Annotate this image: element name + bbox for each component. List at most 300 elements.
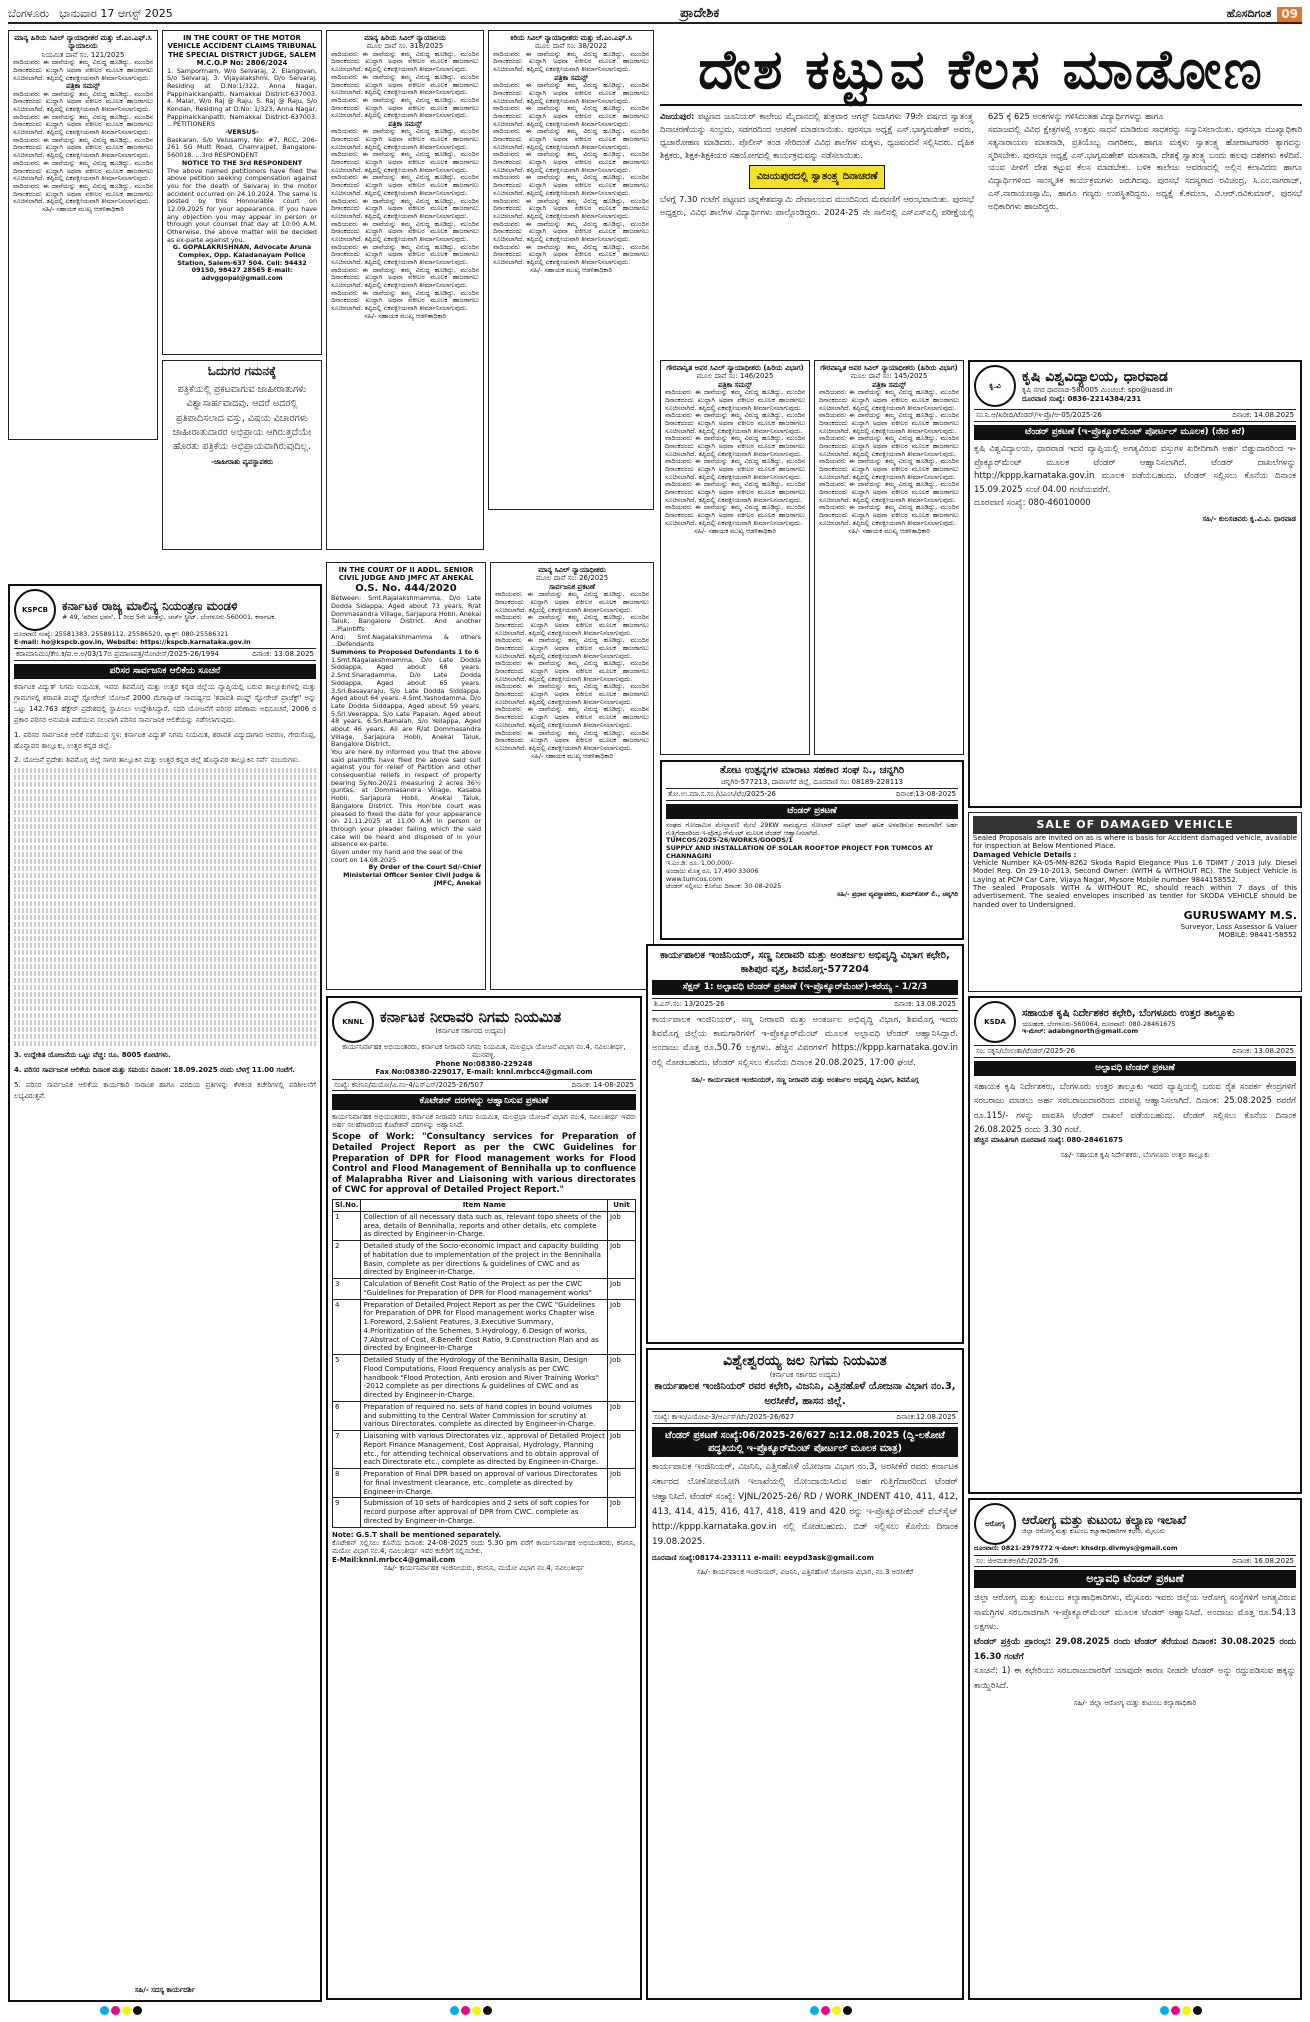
- knnl-cell-item: Submission of 10 sets of hardcopies and 2 sets of soft copies for record purpose after approval of DPR from CWC. complete as directed by Engineer-in-Charge.: [361, 1498, 608, 1527]
- city-label: ಬೆಂಗಳೂರು: [8, 7, 50, 21]
- knnl-table-row: [333, 1211, 636, 1240]
- knnl-table-row: [333, 1241, 636, 1279]
- notice-3-body-9: ವಾದಿಯವರು ಈ ದಾವೆಯನ್ನು ತಮ್ಮ ವಿರುದ್ಧ ಹೂಡಿದ್ದು, ಮುಂದಿನ ದಿನಾಂಕದಂದು ಖುದ್ದಾಗಿ ಅಥವಾ ವಕೀಲರ ಮೂಲಕ ಹಾಜರಾಗಲು ಸೂಚಿಸಲಾಗಿದೆ. ತಪ್ಪಿದಲ್ಲಿ ಏಕಪಕ್ಷೀಯವಾಗಿ ತೀರ್ಮಾನಿಸಲಾಗುವುದು.: [493, 242, 649, 267]
- notice-5-summons: ಪತ್ರಿಕಾ ಸಮನ್ಸ್: [872, 380, 906, 389]
- minor-irrigation-tender: [646, 944, 964, 1344]
- notice-4-body-5: ವಾದಿಯವರು ಈ ದಾವೆಯನ್ನು ತಮ್ಮ ವಿರುದ್ಧ ಹೂಡಿದ್ದು, ಮುಂದಿನ ದಿನಾಂಕದಂದು ಖುದ್ದಾಗಿ ಅಥವಾ ವಕೀಲರ ಮೂಲಕ ಹಾಜರಾಗಲು ಸೂಚಿಸಲಾಗಿದೆ. ತಪ್ಪಿದಲ್ಲಿ ಏಕಪಕ್ಷೀಯವಾಗಿ ತೀರ್ಮಾನಿಸಲಾಗುವುದು.: [665, 480, 805, 504]
- health-banner: ಅಲ್ಪಾವಧಿ ಟೆಂಡರ್ ಪ್ರಕಟಣೆ: [974, 1570, 1296, 1588]
- pollution-board-notice: [8, 584, 322, 2002]
- registration-marks-right: [810, 2006, 852, 2015]
- ksda-email: ಇ-ಮೇಲ್: adabngnorth@gmail.com: [1022, 1027, 1139, 1036]
- knnl-work-table: [332, 1199, 636, 1528]
- court-notice-1: [8, 30, 158, 440]
- knnl-cell-item: Preparation of required no. sets of hand copies in bound volumes and submitting to the Central Water Commission for scrutiny at various Directorates. complete as directed by Engineer-in-Charge.: [361, 1401, 608, 1430]
- knnl-table-row: [333, 1498, 636, 1527]
- tumcos-cost: ಅಂದಾಜು ಮೊತ್ತ ರೂ. 17,490 33006: [666, 867, 759, 876]
- tumcos-body: ಸಂಘದ ಗೋದಾಮಿನ ಮೇಲ್ಛಾವಣಿ ಮೇಲೆ 29KW ಸಾಮರ್ಥ್ಯದ ಸೋಲಾರ್ ರೂಫ್ ಟಾಪ್ ಘಟಕ ಅಳವಡಿಸುವ ಕಾಮಗಾರಿಗೆ ಅರ್ಹ ಗುತ್ತಿಗೆದಾರರಿಂದ ಇ-ಪ್ರೊಕ್ಯೂರ್‌ಮೆಂಟ್ ಮೂಲಕ ಟೆಂಡರ್ ಆಹ್ವಾನಿಸಲಾಗಿದೆ.: [666, 820, 958, 837]
- notice-3-body-2: ವಾದಿಯವರು ಈ ದಾವೆಯನ್ನು ತಮ್ಮ ವಿರುದ್ಧ ಹೂಡಿದ್ದು, ಮುಂದಿನ ದಿನಾಂಕದಂದು ಖುದ್ದಾಗಿ ಅಥವಾ ವಕೀಲರ ಮೂಲಕ ಹಾಜರಾಗಲು ಸೂಚಿಸಲಾಗಿದೆ. ತಪ್ಪಿದಲ್ಲಿ ಏಕಪಕ್ಷೀಯವಾಗಿ ತೀರ್ಮಾನಿಸಲಾಗುವುದು.: [493, 81, 649, 105]
- knnl-banner: ಕೊಟೇಶನ್ ದರಗಳನ್ನು ಆಹ್ವಾನಿಸುವ ಪ್ರಕಟಣೆ: [332, 1094, 636, 1109]
- survey-number-line: [14, 796, 316, 801]
- notice-1-case: ನಿಯಮಿತ ದಾವೆ ಸಂ. 121/2025: [41, 50, 125, 59]
- kspcb-sign: ಸಹಿ/- ಸದಸ್ಯ ಕಾರ್ಯದರ್ಶಿ: [134, 1985, 196, 1994]
- notice-3-body-5: ವಾದಿಯವರು ಈ ದಾವೆಯನ್ನು ತಮ್ಮ ವಿರುದ್ಧ ಹೂಡಿದ್ದು, ಮುಂದಿನ ದಿನಾಂಕದಂದು ಖುದ್ದಾಗಿ ಅಥವಾ ವಕೀಲರ ಮೂಲಕ ಹಾಜರಾಗಲು ಸೂಚಿಸಲಾಗಿದೆ. ತಪ್ಪಿದಲ್ಲಿ ಏಕಪಕ್ಷೀಯವಾಗಿ ತೀರ್ಮಾನಿಸಲಾಗುವುದು.: [493, 150, 649, 174]
- knnl-cell-item: Collection of all necessary data such as, relevant topo sheets of the area, details of Bennihalla, reports and other details, etc complete as directed by Engineer-in-Charge.: [361, 1211, 608, 1240]
- knnl-cell-unit: Job: [608, 1211, 636, 1240]
- agri-university-tender: [968, 360, 1302, 808]
- survey-number-line: [14, 992, 316, 997]
- health-office: ಜಿಲ್ಲಾ ಆರೋಗ್ಯ ಮತ್ತು ಕುಟುಂಬ ಕಲ್ಯಾಣಾಧಿಕಾರಿಗಳ ಕಛೇರಿ, ಮೈಸೂರು: [1022, 1526, 1165, 1535]
- survey-number-line: [14, 817, 316, 822]
- notice-3-summons: ಪತ್ರಿಕಾ ಸಮನ್ಸ್: [554, 73, 588, 82]
- ksda-tender: [968, 996, 1302, 1494]
- survey-number-line: [14, 908, 316, 913]
- notice-4-body-4: ವಾದಿಯವರು ಈ ದಾವೆಯನ್ನು ತಮ್ಮ ವಿರುದ್ಧ ಹೂಡಿದ್ದು, ಮುಂದಿನ ದಿನಾಂಕದಂದು ಖುದ್ದಾಗಿ ಅಥವಾ ವಕೀಲರ ಮೂಲಕ ಹಾಜರಾಗಲು ಸೂಚಿಸಲಾಗಿದೆ. ತಪ್ಪಿದಲ್ಲಿ ಏಕಪಕ್ಷೀಯವಾಗಿ ತೀರ್ಮಾನಿಸಲಾಗುವುದು.: [665, 457, 805, 481]
- notice-4-body-3: ವಾದಿಯವರು ಈ ದಾವೆಯನ್ನು ತಮ್ಮ ವಿರುದ್ಧ ಹೂಡಿದ್ದು, ಮುಂದಿನ ದಿನಾಂಕದಂದು ಖುದ್ದಾಗಿ ಅಥವಾ ವಕೀಲರ ಮೂಲಕ ಹಾಜರಾಗಲು ಸೂಚಿಸಲಾಗಿದೆ. ತಪ್ಪಿದಲ್ಲಿ ಏಕಪಕ್ಷೀಯವಾಗಿ ತೀರ್ಮಾನಿಸಲಾಗುವುದು.: [665, 434, 805, 458]
- knnl-cell-slno: 7: [333, 1431, 361, 1469]
- motor-accident-notice: [162, 30, 322, 355]
- ksda-sign: ಸಹಿ/- ಸಹಾಯಕ ಕೃಷಿ ನಿರ್ದೇಶಕರು, ಬೆಂಗಳೂರು ಉತ್ತರ ತಾಲ್ಲೂಕು: [1060, 1150, 1210, 1159]
- notice-1-body: ವಾದಿಯವರು ಈ ದಾವೆಯನ್ನು ತಮ್ಮ ವಿರುದ್ಧ ಹೂಡಿದ್ದು, ಮುಂದಿನ ದಿನಾಂಕದಂದು ಖುದ್ದಾಗಿ ಅಥವಾ ವಕೀಲರ ಮೂಲಕ ಹಾಜರಾಗಲು ಸೂಚಿಸಲಾಗಿದೆ. ತಪ್ಪಿದಲ್ಲಿ ಏಕಪಕ್ಷೀಯವಾಗಿ ತೀರ್ಮಾನಿಸಲಾಗುವುದು.: [13, 58, 153, 82]
- notice-6-body-4: ವಾದಿಯವರು ಈ ದಾವೆಯನ್ನು ತಮ್ಮ ವಿರುದ್ಧ ಹೂಡಿದ್ದು, ಮುಂದಿನ ದಿನಾಂಕದಂದು ಖುದ್ದಾಗಿ ಅಥವಾ ವಕೀಲರ ಮೂಲಕ ಹಾಜರಾಗಲು ಸೂಚಿಸಲಾಗಿದೆ. ತಪ್ಪಿದಲ್ಲಿ ಏಕಪಕ್ಷೀಯವಾಗಿ ತೀರ್ಮಾನಿಸಲಾಗುವುದು.: [495, 659, 649, 683]
- knnl-cell-slno: 6: [333, 1401, 361, 1430]
- notice-2-body-3: ವಾದಿಯವರು ಈ ದಾವೆಯನ್ನು ತಮ್ಮ ವಿರುದ್ಧ ಹೂಡಿದ್ದು, ಮುಂದಿನ ದಿನಾಂಕದಂದು ಖುದ್ದಾಗಿ ಅಥವಾ ವಕೀಲರ ಮೂಲಕ ಹಾಜರಾಗಲು ಸೂಚಿಸಲಾಗಿದೆ. ತಪ್ಪಿದಲ್ಲಿ ಏಕಪಕ್ಷೀಯವಾಗಿ ತೀರ್ಮಾನಿಸಲಾಗುವುದು.: [331, 95, 479, 120]
- sale-mobile: MOBILE: 98441-58552: [1218, 931, 1297, 940]
- knnl-table-row: [333, 1469, 636, 1498]
- survey-number-line: [14, 971, 316, 976]
- kspcb-item-3: 3. ಉದ್ದೇಶಿತ ಯೋಜನೆಯ ಒಟ್ಟು ವೆಚ್ಚ: ರೂ. 8005 ಕೋಟಿಗಳು.: [14, 1051, 171, 1060]
- survey-number-line: [14, 964, 316, 969]
- health-note: ಸೂಚನೆ: 1) ಈ ಕಛೇರಿಯು ಸರಬರಾಜುದಾರರಿಗೆ ಯಾವುದೇ ಕಾರಣ ನೀಡದೇ ಟೆಂಡರ್ ಅನ್ನು ರದ್ದುಪಡಿಸುವ ಹಕ್ಕನ್ನು ಕಾಯ್ದಿರಿಸಿದೆ.: [974, 1666, 1296, 1691]
- main-headline: ದೇಶ ಕಟ್ಟುವ ಕೆಲಸ ಮಾಡೋಣ: [660, 36, 1302, 106]
- motor-notice-title: NOTICE TO THE 3rd RESPONDENT: [181, 158, 303, 167]
- masthead: [8, 6, 1302, 24]
- notice-3-body-3: ವಾದಿಯವರು ಈ ದಾವೆಯನ್ನು ತಮ್ಮ ವಿರುದ್ಧ ಹೂಡಿದ್ದು, ಮುಂದಿನ ದಿನಾಂಕದಂದು ಖುದ್ದಾಗಿ ಅಥವಾ ವಕೀಲರ ಮೂಲಕ ಹಾಜರಾಗಲು ಸೂಚಿಸಲಾಗಿದೆ. ತಪ್ಪಿದಲ್ಲಿ ಏಕಪಕ್ಷೀಯವಾಗಿ ತೀರ್ಮಾನಿಸಲಾಗುವುದು.: [493, 104, 649, 128]
- knnl-cell-slno: 4: [333, 1299, 361, 1355]
- vjnl-contact: ದೂರವಾಣಿ ಸಂಖ್ಯೆ:08174-233111 e-mail: eeypd3ask@gmail.com: [652, 1553, 874, 1562]
- knnl-cell-unit: Job: [608, 1241, 636, 1279]
- notice-1-summons: ಪತ್ರಿಕಾ ಸಮನ್ಸ್: [66, 82, 100, 91]
- ksda-contact: ಹೆಚ್ಚಿನ ಮಾಹಿತಿಗಾಗಿ ದೂರವಾಣಿ ಸಂಖ್ಯೆ: 080-28461675: [974, 1136, 1123, 1145]
- knnl-cell-unit: Job: [608, 1401, 636, 1430]
- tumcos-sign: ಸಹಿ/- ಪ್ರಧಾನ ವ್ಯವಸ್ಥಾಪಕರು, ತುಮ್‌ಕೋಸ್ ಲಿ., ಚನ್ನಗಿರಿ: [836, 890, 958, 899]
- knnl-cell-unit: Job: [608, 1279, 636, 1300]
- notice-5-body-2: ವಾದಿಯವರು ಈ ದಾವೆಯನ್ನು ತಮ್ಮ ವಿರುದ್ಧ ಹೂಡಿದ್ದು, ಮುಂದಿನ ದಿನಾಂಕದಂದು ಖುದ್ದಾಗಿ ಅಥವಾ ವಕೀಲರ ಮೂಲಕ ಹಾಜರಾಗಲು ಸೂಚಿಸಲಾಗಿದೆ. ತಪ್ಪಿದಲ್ಲಿ ಏಕಪಕ್ಷೀಯವಾಗಿ ತೀರ್ಮಾನಿಸಲಾಗುವುದು.: [819, 411, 959, 435]
- survey-number-line: [14, 957, 316, 962]
- knnl-cell-unit: Job: [608, 1299, 636, 1355]
- survey-number-line: [14, 824, 316, 829]
- court-notice-4: [660, 360, 810, 755]
- knnl-table-row: [333, 1299, 636, 1355]
- mi-sign: ಸಹಿ/- ಕಾರ್ಯಪಾಲಕ ಇಂಜಿನಿಯರ್, ಸಣ್ಣ ನೀರಾವರಿ ಮತ್ತು ಅಂತರ್ಜಲ ಅಭಿವೃದ್ಧಿ ವಿಭಾಗ, ಶಿವಮೊಗ್ಗ: [691, 1075, 919, 1084]
- knnl-col-slno: Sl.No.: [333, 1200, 361, 1212]
- lead-dateline: ವಿಜಯಪುರ:: [660, 111, 695, 121]
- ksda-logo-icon: KSDA: [974, 1001, 1016, 1043]
- health-body: ಜಿಲ್ಲಾ ಆರೋಗ್ಯ ಮತ್ತು ಕುಟುಂಬ ಕಲ್ಯಾಣಾಧಿಕಾರಿಗಳು, ಮೈಸೂರು ಇವರು ಜಿಲ್ಲೆಯ ಆರೋಗ್ಯ ಸಂಸ್ಥೆಗಳಿಗೆ ಅಗತ್ಯವಿರುವ ಸಾಮಗ್ರಿಗಳ ಸರಬರಾಜಿಗಾಗಿ ಇ-ಪ್ರೊಕ್ಯೂರ್‌ಮೆಂಟ್ ಮೂಲಕ ಟೆಂಡರ್ ಆಹ್ವಾನಿಸಿದೆ. ಅಂದಾಜು ಮೊತ್ತ ರೂ.54.13 ಲಕ್ಷಗಳು.: [974, 1593, 1296, 1633]
- sale-body: Sealed Proposals are invited on as is where is basis for Accident damaged vehicle, available for inspection at Below Mentioned Place.: [973, 833, 1297, 851]
- agri-title: ಕೃಷಿ ವಿಶ್ವವಿದ್ಯಾಲಯ, ಧಾರವಾಡ: [1022, 368, 1168, 385]
- notice-6-case: ಮೂಲ ದಾವೆ ಸಂ: 26/2025: [535, 574, 609, 583]
- knnl-cell-slno: 8: [333, 1469, 361, 1498]
- notice-3-body-4: ವಾದಿಯವರು ಈ ದಾವೆಯನ್ನು ತಮ್ಮ ವಿರುದ್ಧ ಹೂಡಿದ್ದು, ಮುಂದಿನ ದಿನಾಂಕದಂದು ಖುದ್ದಾಗಿ ಅಥವಾ ವಕೀಲರ ಮೂಲಕ ಹಾಜರಾಗಲು ಸೂಚಿಸಲಾಗಿದೆ. ತಪ್ಪಿದಲ್ಲಿ ಏಕಪಕ್ಷೀಯವಾಗಿ ತೀರ್ಮಾನಿಸಲಾಗುವುದು.: [493, 127, 649, 151]
- survey-number-line: [14, 880, 316, 885]
- tumcos-emd: ಇ.ಎಂ.ಡಿ: ರೂ. 1,00,000/-: [666, 859, 734, 868]
- notice-3-body-7: ವಾದಿಯವರು ಈ ದಾವೆಯನ್ನು ತಮ್ಮ ವಿರುದ್ಧ ಹೂಡಿದ್ದು, ಮುಂದಿನ ದಿನಾಂಕದಂದು ಖುದ್ದಾಗಿ ಅಥವಾ ವಕೀಲರ ಮೂಲಕ ಹಾಜರಾಗಲು ಸೂಚಿಸಲಾಗಿದೆ. ತಪ್ಪಿದಲ್ಲಿ ಏಕಪಕ್ಷೀಯವಾಗಿ ತೀರ್ಮಾನಿಸಲಾಗುವುದು.: [493, 196, 649, 220]
- notice-1-body-5: ವಾದಿಯವರು ಈ ದಾವೆಯನ್ನು ತಮ್ಮ ವಿರುದ್ಧ ಹೂಡಿದ್ದು, ಮುಂದಿನ ದಿನಾಂಕದಂದು ಖುದ್ದಾಗಿ ಅಥವಾ ವಕೀಲರ ಮೂಲಕ ಹಾಜರಾಗಲು ಸೂಚಿಸಲಾಗಿದೆ. ತಪ್ಪಿದಲ್ಲಿ ಏಕಪಕ್ಷೀಯವಾಗಿ ತೀರ್ಮಾನಿಸಲಾಗುವುದು.: [13, 158, 153, 183]
- lead-para-1: ಪಟ್ಟಣದ ಜೂನಿಯರ್ ಕಾಲೇಜು ಮೈದಾನದಲ್ಲಿ ಶುಕ್ರವಾರ ಆಗಸ್ಟ್ ನಿವಾಸಿಗಳು 79ನೇ ವರ್ಷದ ಸ್ವಾತಂತ್ರ್ಯ ದಿನಾಚರಣೆಯನ್ನು ಸಂಭ್ರಮ, ಸಡಗರದಿಂದ ಆಚರಣೆ ಮಾಡಲಾಯಿತು. ಪುರಸಭಾ ಅಧ್ಯಕ್ಷೆ ಎಸ್.ಭಾಗ್ಯಮಹೇಶ್ ಅವರು, ಧ್ವಜಾರೋಹಣ ಮಾಡಿದರು. ಪೊಲೀಸ್ ತಂಡ ಸೇರಿದಂತೆ ವಿವಿಧ ಶಾಲೆಗಳ ಮಕ್ಕಳು, ಧ್ವಜವಂದನೆ ಸಲ್ಲಿಸಿದರು. ದೈಹಿಕ ಶಿಕ್ಷಕರು, ಶಿಕ್ಷಕ-ಶಿಕ್ಷಕಿಯರ ಸಹಯೋಗದಲ್ಲಿ ಕಾರ್ಯಕ್ರಮವನ್ನು ನಡೆಸಲಾಯಿತು.: [660, 111, 975, 160]
- readers-note-title: ಓದುಗರ ಗಮನಕ್ಕೆ: [207, 364, 277, 378]
- notice-4-body: ವಾದಿಯವರು ಈ ದಾವೆಯನ್ನು ತಮ್ಮ ವಿರುದ್ಧ ಹೂಡಿದ್ದು, ಮುಂದಿನ ದಿನಾಂಕದಂದು ಖುದ್ದಾಗಿ ಅಥವಾ ವಕೀಲರ ಮೂಲಕ ಹಾಜರಾಗಲು ಸೂಚಿಸಲಾಗಿದೆ. ತಪ್ಪಿದಲ್ಲಿ ಏಕಪಕ್ಷೀಯವಾಗಿ ತೀರ್ಮಾನಿಸಲಾಗುವುದು.: [665, 388, 805, 412]
- health-ref: ಸಂ: ಜಿಆಮಕುಕಅ/ಟೆಂ/2025-26: [976, 1556, 1059, 1565]
- sale-name: GURUSWAMY M.S.: [1183, 909, 1297, 923]
- sale-role: Surveyor, Loss Assessor & Valuer: [1180, 923, 1297, 932]
- knnl-quotation-notice: [326, 996, 642, 2000]
- health-phone: ದೂರವಾಣಿ: 0821-2979772 ಇ-ಮೇಲ್: khsdrp.divmys@gmail.com: [974, 1544, 1178, 1552]
- agri-ref: ಸಂ.ನಿ.ಆ/ಖರೀದಿ/ಟೆಂಡರ್/ಇ-ಪ್ರೊ/ಆ-05/2025-26: [976, 411, 1102, 419]
- notice-2-body-11: ವಾದಿಯವರು ಈ ದಾವೆಯನ್ನು ತಮ್ಮ ವಿರುದ್ಧ ಹೂಡಿದ್ದು, ಮುಂದಿನ ದಿನಾಂಕದಂದು ಖುದ್ದಾಗಿ ಅಥವಾ ವಕೀಲರ ಮೂಲಕ ಹಾಜರಾಗಲು ಸೂಚಿಸಲಾಗಿದೆ. ತಪ್ಪಿದಲ್ಲಿ ಏಕಪಕ್ಷೀಯವಾಗಿ ತೀರ್ಮಾನಿಸಲಾಗುವುದು.: [331, 288, 479, 313]
- anekal-and: And: Smt.Nagalakshmamma & others ...Defendants: [331, 632, 481, 649]
- survey-number-line: [14, 950, 316, 955]
- vjnl-subtitle: (ಕರ್ನಾಟಕ ಸರ್ಕಾರದ ಉದ್ಯಮ): [769, 1370, 841, 1379]
- knnl-scope: Scope of Work: "Consultancy services for Preparation of Detailed Project Report as per the CWC Guidelines for Preparation of DPR for Flood management works for Flood Control and Flood Management of Bennihalla up to confluence of Malaprabha River and Liaisoning with various directorates of CWC for approval of Detailed Project Report.": [332, 1132, 636, 1196]
- survey-number-line: [14, 1013, 316, 1018]
- tumcos-banner: ಟೆಂಡರ್ ಪ್ರಕಟಣೆ: [666, 804, 958, 819]
- anekal-body: You are here by informed you that the above said plaintiffs have filed the above said suit against you for relief of Partition and other consequential reliefs in respect of property bearing Sy.No.20/21 measuring 2 acres 36½ guntas, at Dommasandra Village, Kasaba Hobli, Sarjapura Hobli, Anekal Taluk, Bangalore District. This Hon'ble court was pleased to fixed the date for your appearance on 21.11.2025 at 11.00 A.M in person or through your pleader failing which the said case will be heard and disposed of in your absence ex-parte.: [331, 748, 481, 849]
- health-title: ಆರೋಗ್ಯ ಮತ್ತು ಕುಟುಂಬ ಕಲ್ಯಾಣ ಇಲಾಖೆ: [1022, 1512, 1187, 1527]
- anekal-court-notice: [326, 562, 486, 990]
- court-notice-6: [490, 562, 654, 990]
- survey-number-line: [14, 810, 316, 815]
- knnl-ref: ಸಂಖ್ಯೆ: ಕನೀನಿನಿ/ಮಯೋ/ವಿ.ನಂ-4/ಎಸ್ಎಸ್/2025-26/507: [334, 1080, 484, 1089]
- knnl-cell-unit: Job: [608, 1431, 636, 1469]
- health-dept-tender: [968, 1498, 1302, 2000]
- notice-2-body-4: ವಾದಿಯವರು ಈ ದಾವೆಯನ್ನು ತಮ್ಮ ವಿರುದ್ಧ ಹೂಡಿದ್ದು, ಮುಂದಿನ ದಿನಾಂಕದಂದು ಖುದ್ದಾಗಿ ಅಥವಾ ವಕೀಲರ ಮೂಲಕ ಹಾಜರಾಗಲು ಸೂಚಿಸಲಾಗಿದೆ. ತಪ್ಪಿದಲ್ಲಿ ಏಕಪಕ್ಷೀಯವಾಗಿ ತೀರ್ಮಾನಿಸಲಾಗುವುದು.: [331, 127, 479, 151]
- notice-2-body-2: ವಾದಿಯವರು ಈ ದಾವೆಯನ್ನು ತಮ್ಮ ವಿರುದ್ಧ ಹೂಡಿದ್ದು, ಮುಂದಿನ ದಿನಾಂಕದಂದು ಖುದ್ದಾಗಿ ಅಥವಾ ವಕೀಲರ ಮೂಲಕ ಹಾಜರಾಗಲು ಸೂಚಿಸಲಾಗಿದೆ. ತಪ್ಪಿದಲ್ಲಿ ಏಕಪಕ್ಷೀಯವಾಗಿ ತೀರ್ಮಾನಿಸಲಾಗುವುದು.: [331, 72, 479, 97]
- health-date: ದಿನಾಂಕ: 16.08.2025: [1232, 1556, 1294, 1565]
- ksda-address: ಯಲಹಂಕ, ಬೆಂಗಳೂರು-560064, ದೂರವಾಣಿ: 080-28461675: [1022, 1019, 1176, 1028]
- knnl-last-date: ಕೊಟೇಶನ್ ಸಲ್ಲಿಸಲು ಕೊನೆಯ ದಿನಾಂಕ: 24-08-2025 ರಂದು 5.30 pm ವರೆಗೆ ಕಾರ್ಯನಿರ್ವಾಹಕ ಅಭಿಯಂತರರು, ಕನೀನಿನಿ, ಮಯೋ ವಿಭಾಗ ನಂ.4, ನವಿಲುತೀರ್ಥ ಇವರ ಕಚೇರಿಗೆ ಸಲ್ಲಿಸಬೇಕು.: [332, 1538, 636, 1556]
- notice-2-body: ವಾದಿಯವರು ಈ ದಾವೆಯನ್ನು ತಮ್ಮ ವಿರುದ್ಧ ಹೂಡಿದ್ದು, ಮುಂದಿನ ದಿನಾಂಕದಂದು ಖುದ್ದಾಗಿ ಅಥವಾ ವಕೀಲರ ಮೂಲಕ ಹಾಜರಾಗಲು ಸೂಚಿಸಲಾಗಿದೆ. ತಪ್ಪಿದಲ್ಲಿ ಏಕಪಕ್ಷೀಯವಾಗಿ ತೀರ್ಮಾನಿಸಲಾಗುವುದು.: [331, 49, 479, 74]
- sale-details-title: Damaged Vehicle Details :: [973, 850, 1077, 859]
- notice-2-case: ಮೂಲ ದಾವೆ ಸಂ. 318/2025: [366, 42, 444, 51]
- kspcb-date: ದಿನಾಂಕ: 13.08.2025: [252, 650, 314, 659]
- sale-details: Vehicle Number KA-05-MN-8262 Skoda Rapid Elegance Plus 1.6 TDIMT / 2013 July. Diesel Model Reg. On 29-10-2013, Second Owner: (WITH & WITHOUT RC). The Subject Vehicle is Laying at PCM Car Care, Vijaya Nagar, Mysore Mobile number 9844158552.: [973, 858, 1297, 884]
- knnl-office: ಕಾರ್ಯನಿರ್ವಾಹಕ ಅಭಿಯಂತರರು, ಕರ್ನಾಟಕ ನೀರಾವರಿ ನಿಗಮ ನಿಯಮಿತ, ಮಲಪ್ರಭಾ ಯೋಜನೆ ವಿಭಾಗ ನಂ.4, ನವಿಲುತೀರ್ಥ, ಮುನವಳ್ಳಿ.: [342, 1043, 626, 1060]
- knnl-table-row: [333, 1279, 636, 1300]
- survey-number-line: [14, 901, 316, 906]
- mi-ref: ಶಿ.ಎಸ್.ಸಂ: 13/2025-26: [654, 1000, 725, 1009]
- knnl-col-unit: Unit: [608, 1200, 636, 1212]
- knnl-cell-slno: 3: [333, 1279, 361, 1300]
- knnl-table-row: [333, 1355, 636, 1402]
- tumcos-site: www.tumcos.com: [666, 874, 723, 883]
- knnl-cell-slno: 9: [333, 1498, 361, 1527]
- court-notice-5: [814, 360, 964, 755]
- notice-1-body-2: ವಾದಿಯವರು ಈ ದಾವೆಯನ್ನು ತಮ್ಮ ವಿರುದ್ಧ ಹೂಡಿದ್ದು, ಮುಂದಿನ ದಿನಾಂಕದಂದು ಖುದ್ದಾಗಿ ಅಥವಾ ವಕೀಲರ ಮೂಲಕ ಹಾಜರಾಗಲು ಸೂಚಿಸಲಾಗಿದೆ. ತಪ್ಪಿದಲ್ಲಿ ಏಕಪಕ್ಷೀಯವಾಗಿ ತೀರ್ಮಾನಿಸಲಾಗುವುದು.: [13, 89, 153, 113]
- date-label: ಭಾನುವಾರ 17 ಆಗಸ್ಟ್ 2025: [59, 7, 173, 21]
- notice-4-summons: ಪತ್ರಿಕಾ ಸಮನ್ಸ್: [718, 380, 752, 389]
- survey-number-line: [14, 859, 316, 864]
- lead-story: [660, 110, 1302, 350]
- notice-5-body: ವಾದಿಯವರು ಈ ದಾವೆಯನ್ನು ತಮ್ಮ ವಿರುದ್ಧ ಹೂಡಿದ್ದು, ಮುಂದಿನ ದಿನಾಂಕದಂದು ಖುದ್ದಾಗಿ ಅಥವಾ ವಕೀಲರ ಮೂಲಕ ಹಾಜರಾಗಲು ಸೂಚಿಸಲಾಗಿದೆ. ತಪ್ಪಿದಲ್ಲಿ ಏಕಪಕ್ಷೀಯವಾಗಿ ತೀರ್ಮಾನಿಸಲಾಗುವುದು.: [819, 388, 959, 412]
- knnl-fax: Fax No:08380-229017, E-mail: knnl.mrbcc4@gmail.com: [375, 1068, 593, 1077]
- survey-number-line: [14, 922, 316, 927]
- vjnl-banner: ಟೆಂಡರ್ ಪ್ರಕಟಣೆ ಸಂಖ್ಯೆ:06/2025-26/627 ದಿ:12.08.2025 (ದ್ವಿ-ಲಕೋಟೆ ಪದ್ಧತಿಯಲ್ಲಿ ಇ-ಪ್ರೊಕ್ಯೂರ್‌ಮೆಂಟ್ ಪೋರ್ಟಲ್ ಮೂಲಕ ಮಾತ್ರ): [652, 1427, 958, 1458]
- notice-6-sign: ಸಹಿ/- ಸಹಾಯಕ ಮುಖ್ಯ ಆಡಳಿತಾಧಿಕಾರಿ: [531, 751, 613, 760]
- knnl-logo-icon: KNNL: [332, 1001, 374, 1043]
- knnl-sign: ಸಹಿ/- ಕಾರ್ಯನಿರ್ವಾಹಕ ಇಂಜಿನೀಯರು, ಕನೀನಿನಿ, ಮಯೋ ವಿಭಾಗ ನಂ.4, ನವಿಲುತೀರ್ಥ: [383, 1564, 585, 1573]
- survey-number-line: [14, 873, 316, 878]
- vjnl-date: ದಿನಾಂಕ:12.08.2025: [896, 1412, 956, 1421]
- health-logo-icon: ಆರೋಗ್ಯ: [974, 1503, 1016, 1545]
- tumcos-tender-no: TUMCOS/2025-26/WORKS/GOODS/1: [666, 836, 793, 845]
- health-dates: ಟೆಂಡರ್ ಪ್ರಕ್ರಿಯೆ ಪ್ರಾರಂಭ: 29.08.2025 ರಂದು ಟೆಂಡರ್ ತೆರೆಯುವ ದಿನಾಂಕ: 30.08.2025 ರಂದು 16.30 ಗಂಟೆಗೆ: [974, 1637, 1296, 1662]
- kspcb-phone: ದೂರವಾಣಿ ಸಂಖ್ಯೆ: 25581383, 25589112, 25586520, ಫ್ಯಾಕ್ಸ್: 080-25586321: [14, 630, 229, 638]
- agri-sign: ಸಹಿ/- ಕುಲಸಚಿವರು ಕೃ.ವಿ.ವಿ. ಧಾರವಾಡ: [1202, 514, 1296, 523]
- agri-date: ದಿನಾಂಕ: 14.08.2025: [1232, 411, 1294, 419]
- notice-5-title: ಗೌರವಾನ್ವಿತ ಅಪರ ಸಿವಿಲ್ ನ್ಯಾಯಾಧೀಶರು (ಹಿರಿಯ ವಿಭಾಗ): [820, 364, 958, 372]
- notice-6-body: ವಾದಿಯವರು ಈ ದಾವೆಯನ್ನು ತಮ್ಮ ವಿರುದ್ಧ ಹೂಡಿದ್ದು, ಮುಂದಿನ ದಿನಾಂಕದಂದು ಖುದ್ದಾಗಿ ಅಥವಾ ವಕೀಲರ ಮೂಲಕ ಹಾಜರಾಗಲು ಸೂಚಿಸಲಾಗಿದೆ. ತಪ್ಪಿದಲ್ಲಿ ಏಕಪಕ್ಷೀಯವಾಗಿ ತೀರ್ಮಾನಿಸಲಾಗುವುದು.: [495, 590, 649, 614]
- tumcos-tender: [660, 760, 964, 940]
- ksda-title: ಸಹಾಯಕ ಕೃಷಿ ನಿರ್ದೇಶಕರ ಕಛೇರಿ, ಬೆಂಗಳೂರು ಉತ್ತರ ತಾಲ್ಲೂಕು: [1022, 1008, 1235, 1020]
- knnl-intro: ಕಾರ್ಯನಿರ್ವಾಹಕ ಅಭಿಯಂತರರು, ಕರ್ನಾಟಕ ನೀರಾವರಿ ನಿಗಮ ನಿಯಮಿತ, ಮಲಪ್ರಭಾ ಯೋಜನೆ ವಿಭಾಗ ನಂ.4, ನವಿಲುತೀರ್ಥ ಇವರು ಅರ್ಹ ಸಲಹೆಗಾರರಿಂದ ಕೊಟೇಶನ್ ದರಗಳನ್ನು ಆಹ್ವಾನಿಸಿದೆ.: [332, 1112, 636, 1129]
- survey-number-line: [14, 866, 316, 871]
- notice-1-body-3: ವಾದಿಯವರು ಈ ದಾವೆಯನ್ನು ತಮ್ಮ ವಿರುದ್ಧ ಹೂಡಿದ್ದು, ಮುಂದಿನ ದಿನಾಂಕದಂದು ಖುದ್ದಾಗಿ ಅಥವಾ ವಕೀಲರ ಮೂಲಕ ಹಾಜರಾಗಲು ಸೂಚಿಸಲಾಗಿದೆ. ತಪ್ಪಿದಲ್ಲಿ ಏಕಪಕ್ಷೀಯವಾಗಿ ತೀರ್ಮಾನಿಸಲಾಗುವುದು.: [13, 112, 153, 137]
- tumcos-date: ದಿನಾಂಕ:13-08-2025: [895, 789, 956, 798]
- kspcb-body: ಕರ್ನಾಟಕ ವಿದ್ಯುತ್ ನಿಗಮ ನಿಯಮಿತ, ಇವರು ಶಿವಮೊಗ್ಗ ಮತ್ತು ಉತ್ತರ ಕನ್ನಡ ಜಿಲ್ಲೆಯ ವ್ಯಾಪ್ತಿಯಲ್ಲಿ ಬರುವ ತಾಲ್ಲೂಕುಗಳಲ್ಲಿ ಮತ್ತು ಗ್ರಾಮಗಳಲ್ಲಿ ಶರಾವತಿ ಪಂಪ್ಡ್ ಸ್ಟೋರೇಜ್ ಯೋಜನೆ 2000 ಮೆಗಾವ್ಯಾಟ್ ಸಾಮರ್ಥ್ಯದ 'ಶರಾವತಿ ಪಂಪ್ಡ್ ಸ್ಟೋರೇಜ್ ಪ್ರಾಜೆಕ್ಟ್' ಅನ್ನು ಒಟ್ಟು 142.763 ಹೆಕ್ಟೇರ್ ಪ್ರದೇಶದಲ್ಲಿ ಸ್ಥಾಪಿಸಲು ಉದ್ದೇಶಿಸಿದ್ದಾರೆ. ಸದರಿ ಯೋಜನೆಗೆ ಪರಿಸರ ಪರಿಣಾಮ ಅಧಿಸೂಚನೆ, 2006 ರ ಪ್ರಕಾರ ಪರಿಸರ ಅನುಮತಿ ಪಡೆಯುವ ಸಲುವಾಗಿ ಪರಿಸರ ಸಾರ್ವಜನಿಕ ಆಲಿಕೆಯನ್ನು ನಡೆಸಲಾಗುವುದು.: [14, 683, 316, 724]
- motor-respondent: Baskaran, S/o Velusamy, No: #7, RCC, 206-261 SG Mutt Road, Chamrajpet, Bangalore-560018. ...3rd RESPONDENT: [167, 135, 317, 160]
- court-notice-2: [326, 30, 484, 550]
- knnl-date: ದಿನಾಂಕ: 14-08-2025: [571, 1080, 634, 1089]
- vjnl-title: ವಿಶ್ವೇಶ್ವರಯ್ಯ ಜಲ ನಿಗಮ ನಿಯಮಿತ: [723, 1353, 887, 1369]
- survey-number-line: [14, 936, 316, 941]
- kspcb-banner: ಪರಿಸರ ಸಾರ್ವಜನಿಕ ಆಲಿಕೆಯ ಸೂಚನೆ: [14, 664, 316, 679]
- survey-number-line: [14, 1041, 316, 1046]
- survey-number-line: [14, 1006, 316, 1011]
- notice-3-body: ವಾದಿಯವರು ಈ ದಾವೆಯನ್ನು ತಮ್ಮ ವಿರುದ್ಧ ಹೂಡಿದ್ದು, ಮುಂದಿನ ದಿನಾಂಕದಂದು ಖುದ್ದಾಗಿ ಅಥವಾ ವಕೀಲರ ಮೂಲಕ ಹಾಜರಾಗಲು ಸೂಚಿಸಲಾಗಿದೆ. ತಪ್ಪಿದಲ್ಲಿ ಏಕಪಕ್ಷೀಯವಾಗಿ ತೀರ್ಮಾನಿಸಲಾಗುವುದು.: [493, 49, 649, 74]
- kspcb-item-4: 4. ಪರಿಸರ ಸಾರ್ವಜನಿಕ ಆಲಿಕೆಯ ದಿನಾಂಕ ಮತ್ತು ಸಮಯ: ದಿನಾಂಕ: 18.09.2025 ರಂದು ಬೆಳಗ್ಗೆ 11.00 ಗಂಟೆಗೆ.: [14, 1066, 295, 1075]
- motor-case-no: M.C.O.P No: 2806/2024: [196, 59, 288, 68]
- sale-vehicle-notice: [968, 812, 1302, 992]
- mi-body: ಕಾರ್ಯಪಾಲಕ ಇಂಜಿನಿಯರ್, ಸಣ್ಣ ನೀರಾವರಿ ಮತ್ತು ಅಂತರ್ಜಲ ಅಭಿವೃದ್ಧಿ ವಿಭಾಗ, ಶಿವಮೊಗ್ಗ ಇವರು ಶಿವಮೊಗ್ಗ ಜಿಲ್ಲೆಯ ಕಾಮಗಾರಿಗಳಿಗೆ ಇ-ಪ್ರೊಕ್ಯೂರ್‌ಮೆಂಟ್ ಮೂಲಕ ಅಲ್ಪಾವಧಿ ಟೆಂಡರ್ ಆಹ್ವಾನಿಸಿದ್ದಾರೆ. ಅಂದಾಜು ಮೊತ್ತ ರೂ.50.76 ಲಕ್ಷಗಳು. ಹೆಚ್ಚಿನ ವಿವರಗಳಿಗೆ https://kppp.karnataka.gov.in ರಲ್ಲಿ ನೋಡಬಹುದು. ಟೆಂಡರ್ ಸಲ್ಲಿಸಲು ಕೊನೆಯ ದಿನಾಂಕ 20.08.2025, 17:00 ಘಂಟೆ.: [652, 1015, 958, 1068]
- agri-banner: ಟೆಂಡರ್ ಪ್ರಕಟಣೆ (ಇ-ಪ್ರೊಕ್ಯೂರ್‌ಮೆಂಟ್ ಪೋರ್ಟಲ್ ಮೂಲಕ) (ನೇರ ಕರೆ): [974, 425, 1296, 440]
- readers-note: [162, 360, 322, 550]
- kspcb-logo-icon: KSPCB: [14, 589, 56, 631]
- vjnl-body: ಕಾರ್ಯಪಾಲಕ ಇಂಜಿನಿಯರ್, ವಿಜನಿನಿ, ಎತ್ತಿನಹೊಳೆ ಯೋಜನಾ ವಿಭಾಗ ನಂ.3, ಅರಸೀಕೆರೆ ರವರು ಕರ್ನಾಟಕ ಸರ್ಕಾರದ ಲೋಕೋಪಯೋಗಿ ಇಲಾಖೆಯಲ್ಲಿ ನೋಂದಾಯಿಸಿರುವ ಅರ್ಹ ಗುತ್ತಿಗೆದಾರರಿಂದ ಟೆಂಡರ್ ಆಹ್ವಾನಿಸಿದೆ. ಟೆಂಡರ್ ಸಂಖ್ಯೆ: VJNL/2025-26/ RD / WORK_INDENT 410, 411, 412, 413, 414, 415, 416, 417, 418, 419 and 420 ರನ್ನು ಇ-ಪ್ರೊಕ್ಯೂರ್‌ಮೆಂಟ್ ವೆಬ್‌ಸೈಟ್ http://kppp.karnataka.gov.in ನಲ್ಲಿ ನೋಡಬಹುದು. ಬಿಡ್ ಸಲ್ಲಿಸಲು ಕೊನೆಯ ದಿನಾಂಕ 19.08.2025.: [652, 1462, 958, 1547]
- notice-5-body-5: ವಾದಿಯವರು ಈ ದಾವೆಯನ್ನು ತಮ್ಮ ವಿರುದ್ಧ ಹೂಡಿದ್ದು, ಮುಂದಿನ ದಿನಾಂಕದಂದು ಖುದ್ದಾಗಿ ಅಥವಾ ವಕೀಲರ ಮೂಲಕ ಹಾಜರಾಗಲು ಸೂಚಿಸಲಾಗಿದೆ. ತಪ್ಪಿದಲ್ಲಿ ಏಕಪಕ್ಷೀಯವಾಗಿ ತೀರ್ಮಾನಿಸಲಾಗುವುದು.: [819, 480, 959, 504]
- survey-number-line: [14, 894, 316, 899]
- sale-title: SALE OF DAMAGED VEHICLE: [973, 816, 1297, 834]
- lead-para-3: ಸಮಾಜದಲ್ಲಿ ವಿವಿಧ ಕ್ಷೇತ್ರಗಳಲ್ಲಿ ಉತ್ತಮ ಸಾಧನೆ ಮಾಡಿರುವ ಸಾಧಕರನ್ನು ಸನ್ಮಾನಿಸಲಾಯಿತು. ಪುರಸಭಾ ಮುಖ್ಯಾಧಿಕಾರಿ ಸತ್ಯನಾರಾಯಣ ಮಾತನಾಡಿ, ಪ್ರತಿಯೊಬ್ಬ ನಾಗರಿಕರು, ಹಾಗೂ ಮಕ್ಕಳು ಸ್ವಾತಂತ್ರ್ಯ ಹೋರಾಟಗಾರರ ತ್ಯಾಗವನ್ನು ಸ್ಮರಿಸಬೇಕು. ಪುರಸಭಾ ಅಧ್ಯಕ್ಷೆ ಎಸ್.ಭಾಗ್ಯಮಹೇಶ್ ಮಾತನಾಡಿ, ದೇಶಕ್ಕೆ ಸ್ವಾತಂತ್ರ್ಯ ಬಂದು ಹಲವು ದಶಕಗಳು ಕಳೆದಿವೆ. ಯುವ ಪೀಳಿಗೆ ದೇಶ ಕಟ್ಟುವ ಕೆಲಸ ಮಾಡಬೇಕು. ಬಳಿಕ ಕಾಲೇಜು ಆವರಣದಲ್ಲಿ ಅಲ್ಲಿನ ಕಲಾವಿದರು ಹಾಗೂ ವಿದ್ಯಾರ್ಥಿಗಳಿಂದ ಸಾಂಸ್ಕೃತಿಕ ಕಾರ್ಯಕ್ರಮಗಳು ಜರುಗಿದವು. ಪುರಸಭೆ ಸದಸ್ಯರಾದ ರವಿಚಂದ್ರ, ಸಿ.ಎಂ.ನಾಗರಾಜ್, ಎಸ್.ನಾರಾಯಣಸ್ವಾಮಿ, ಹಾಗೂ ಗಣ್ಯರು ಉಪಸ್ಥಿತರಿದ್ದರು. ಅಧ್ಯಕ್ಷೆ ಕೆ.ಕಮಲಾ, ವಿ.ಆರ್.ರವಿಕುಮಾರ್, ಪುರಸಭೆ ಅಧಿಕಾರಿಗಳು ಹಾಜರಿದ್ದರು.: [988, 123, 1302, 212]
- knnl-cell-unit: Job: [608, 1355, 636, 1402]
- knnl-cell-unit: Job: [608, 1498, 636, 1527]
- survey-number-line: [14, 1027, 316, 1032]
- page-number: 09: [1277, 7, 1302, 22]
- notice-1-body-6: ವಾದಿಯವರು ಈ ದಾವೆಯನ್ನು ತಮ್ಮ ವಿರುದ್ಧ ಹೂಡಿದ್ದು, ಮುಂದಿನ ದಿನಾಂಕದಂದು ಖುದ್ದಾಗಿ ಅಥವಾ ವಕೀಲರ ಮೂಲಕ ಹಾಜರಾಗಲು ಸೂಚಿಸಲಾಗಿದೆ. ತಪ್ಪಿದಲ್ಲಿ ಏಕಪಕ್ಷೀಯವಾಗಿ ತೀರ್ಮಾನಿಸಲಾಗುವುದು.: [13, 181, 153, 206]
- notice-5-body-3: ವಾದಿಯವರು ಈ ದಾವೆಯನ್ನು ತಮ್ಮ ವಿರುದ್ಧ ಹೂಡಿದ್ದು, ಮುಂದಿನ ದಿನಾಂಕದಂದು ಖುದ್ದಾಗಿ ಅಥವಾ ವಕೀಲರ ಮೂಲಕ ಹಾಜರಾಗಲು ಸೂಚಿಸಲಾಗಿದೆ. ತಪ್ಪಿದಲ್ಲಿ ಏಕಪಕ್ಷೀಯವಾಗಿ ತೀರ್ಮಾನಿಸಲಾಗುವುದು.: [819, 434, 959, 458]
- anekal-summons: Summons to Proposed Defendants 1 to 6: [331, 648, 479, 657]
- registration-marks-left: [100, 2006, 142, 2015]
- anekal-court: IN THE COURT OF II ADDL. SENIOR CIVIL JUDGE AND JMFC AT ANEKAL: [338, 566, 474, 583]
- notice-6-body-3: ವಾದಿಯವರು ಈ ದಾವೆಯನ್ನು ತಮ್ಮ ವಿರುದ್ಧ ಹೂಡಿದ್ದು, ಮುಂದಿನ ದಿನಾಂಕದಂದು ಖುದ್ದಾಗಿ ಅಥವಾ ವಕೀಲರ ಮೂಲಕ ಹಾಜರಾಗಲು ಸೂಚಿಸಲಾಗಿದೆ. ತಪ್ಪಿದಲ್ಲಿ ಏಕಪಕ್ಷೀಯವಾಗಿ ತೀರ್ಮಾನಿಸಲಾಗುವುದು.: [495, 636, 649, 660]
- notice-2-body-8: ವಾದಿಯವರು ಈ ದಾವೆಯನ್ನು ತಮ್ಮ ವಿರುದ್ಧ ಹೂಡಿದ್ದು, ಮುಂದಿನ ದಿನಾಂಕದಂದು ಖುದ್ದಾಗಿ ಅಥವಾ ವಕೀಲರ ಮೂಲಕ ಹಾಜರಾಗಲು ಸೂಚಿಸಲಾಗಿದೆ. ತಪ್ಪಿದಲ್ಲಿ ಏಕಪಕ್ಷೀಯವಾಗಿ ತೀರ್ಮಾನಿಸಲಾಗುವುದು.: [331, 219, 479, 243]
- notice-4-body-6: ವಾದಿಯವರು ಈ ದಾವೆಯನ್ನು ತಮ್ಮ ವಿರುದ್ಧ ಹೂಡಿದ್ದು, ಮುಂದಿನ ದಿನಾಂಕದಂದು ಖುದ್ದಾಗಿ ಅಥವಾ ವಕೀಲರ ಮೂಲಕ ಹಾಜರಾಗಲು ಸೂಚಿಸಲಾಗಿದೆ. ತಪ್ಪಿದಲ್ಲಿ ಏಕಪಕ್ಷೀಯವಾಗಿ ತೀರ್ಮಾನಿಸಲಾಗುವುದು.: [665, 503, 805, 527]
- survey-number-line: [14, 845, 316, 850]
- knnl-cell-item: Preparation of Final DPR based on approval of various Directorates for final investment clearance, etc. complete as directed by Engineer-in-Charge.: [361, 1469, 608, 1498]
- survey-number-line: [14, 782, 316, 787]
- university-logo-icon: ಕೃ.ವಿ: [974, 365, 1016, 407]
- vjnl-ref: ಸಂಖ್ಯೆ: ಕಾಇಂ/ಎಯೋವಿ-3/ಆರ್ಎಸ್/ಟೆಂ/2025-26/627: [654, 1412, 795, 1421]
- notice-5-case: ಮೂಲ ದಾವೆ ಸಂ: 145/2025: [850, 372, 928, 381]
- knnl-cell-item: Preparation of Detailed Project Report as per the CWC "Guidelines for Preparation of DPR for Flood management works Chapter wise 1.Foreword, 2.Salient Features, 3.Executive Summary, 4.Prioritization of the Schemes, 5.Hydrology, 6.Design of works, 7.Abstract of Cost, 8.Benefit Cost Ratio, 9.Construction Plan and as directed by Engineer-in-Charge: [361, 1299, 608, 1355]
- notice-4-sign: ಸಹಿ/- ಸಹಾಯಕ ಮುಖ್ಯ ಆಡಳಿತಾಧಿಕಾರಿ: [694, 526, 776, 535]
- kspcb-item-2: 2. ಯೋಜನೆ ಪ್ರದೇಶ: ಶಿವಮೊಗ್ಗ ಜಿಲ್ಲೆ ಸಾಗರ ತಾಲ್ಲೂಕಿನ ಮತ್ತು ಉತ್ತರ ಕನ್ನಡ ಜಿಲ್ಲೆ ಹೊನ್ನಾವರ ತಾಲ್ಲೂಕಿನ ಸರ್ವೆ ನಂಬರುಗಳು.: [14, 756, 301, 765]
- anekal-defendants: 1.Smt.Nagalakshmamma, D/o Late Dodda Siddappa, Aged about 68 years. 2.Smt.Sharadamma, D/o Late Dodda Siddappa, Aged about 65 years. 3.Sri.Basavaraju, S/o Late Dodda Siddappa, Aged about 64 years. 4.Smt.Yashodamma, D/o Late Dodda Siddappa, Aged about 59 years. 5.Sri.Veerappa, S/o Late Papaiah, Aged about 48 years. 6.Sri.Ramaiah, S/o Yellappa, Aged about 46 years. All are R/at Dommasandra Village, Sarjapura Hobli, Anekal Taluk, Bangalore District.: [331, 655, 481, 749]
- tumcos-last: ಟೆಂಡರ್ ಸಲ್ಲಿಸಲು ಕೊನೆಯ ದಿನಾಂಕ: 30-08-2025: [666, 882, 782, 891]
- survey-number-line: [14, 775, 316, 780]
- survey-number-line: [14, 1034, 316, 1039]
- sale-terms: The sealed Proposals WITH & WITHOUT RC, should reach within 7 days of this advertisement. The sealed envelopes inscribed as tender for SKODA VEHICLE should be handed over to Undersigned.: [973, 884, 1297, 909]
- notice-3-case: ಮೂಲ ದಾವೆ ಸಂ. 38/2022: [534, 42, 608, 51]
- mi-banner: ಸೆಕ್ಷನ್ 1: ಅಲ್ಪಾವಧಿ ಟೆಂಡರ್ ಪ್ರಕಟಣೆ (ಇ-ಪ್ರೊಕ್ಯೂರ್‌ಮೆಂಟ್)-ಕರೆಯ್ಯ - 1/2/3: [652, 980, 958, 995]
- knnl-table-row: [333, 1431, 636, 1469]
- notice-1-body-4: ವಾದಿಯವರು ಈ ದಾವೆಯನ್ನು ತಮ್ಮ ವಿರುದ್ಧ ಹೂಡಿದ್ದು, ಮುಂದಿನ ದಿನಾಂಕದಂದು ಖುದ್ದಾಗಿ ಅಥವಾ ವಕೀಲರ ಮೂಲಕ ಹಾಜರಾಗಲು ಸೂಚಿಸಲಾಗಿದೆ. ತಪ್ಪಿದಲ್ಲಿ ಏಕಪಕ್ಷೀಯವಾಗಿ ತೀರ್ಮಾನಿಸಲಾಗುವುದು.: [13, 135, 153, 160]
- survey-number-line: [14, 789, 316, 794]
- anekal-given: Given under my hand and the seal of the court on 14.08.2025: [331, 847, 463, 864]
- notice-3-body-6: ವಾದಿಯವರು ಈ ದಾವೆಯನ್ನು ತಮ್ಮ ವಿರುದ್ಧ ಹೂಡಿದ್ದು, ಮುಂದಿನ ದಿನಾಂಕದಂದು ಖುದ್ದಾಗಿ ಅಥವಾ ವಕೀಲರ ಮೂಲಕ ಹಾಜರಾಗಲು ಸೂಚಿಸಲಾಗಿದೆ. ತಪ್ಪಿದಲ್ಲಿ ಏಕಪಕ್ಷೀಯವಾಗಿ ತೀರ್ಮಾನಿಸಲಾಗುವುದು.: [493, 173, 649, 197]
- knnl-cell-unit: Job: [608, 1469, 636, 1498]
- motor-versus: -VERSUS-: [225, 128, 259, 137]
- survey-number-line: [14, 929, 316, 934]
- vjnl-tender: [646, 1348, 964, 2000]
- survey-number-line: [14, 768, 316, 773]
- notice-4-case: ಮೂಲ ದಾವೆ ಸಂ: 146/2025: [696, 372, 774, 381]
- anekal-case: O.S. No. 444/2020: [355, 582, 457, 594]
- motor-petitioners: 1. Samporrnam, W/o Selvaraj, 2. Elangovan, S/o Selvaraj, 3. Vijayalakshmi, D/o Selvaraj, Residing at D.No:1/322, Anna Nagar, Pappinaickanpatti, Namakkal District-637003. 4. Malar, W/o Raj @ Raju, 5. Raj @ Raju, S/o Kondan, Residing at D.No: 1/323, Anna Nagar, Pappinaickanpatti, Namakkal District-637003. ...PETITIONERS: [167, 66, 317, 129]
- kspcb-item-1: 1. ಪರಿಸರ ಸಾರ್ವಜನಿಕ ಆಲಿಕೆ ನಡೆಯುವ ಸ್ಥಳ: ಕರ್ನಾಟಕ ವಿದ್ಯುತ್ ನಿಗಮ ನಿಯಮಿತ, ಶರಾವತಿ ವಿದ್ಯುದಾಗಾರ ಆವರಣ, ಗೇರುಸೊಪ್ಪ, ಹೊನ್ನಾವರ ತಾಲ್ಲೂಕು, ಉತ್ತರ ಕನ್ನಡ ಜಿಲ್ಲೆ.: [14, 730, 316, 750]
- knnl-cell-slno: 1: [333, 1211, 361, 1240]
- knnl-cell-item: Liaisoning with various Directorates viz., approval of Detailed Project Report Finance Management, Cost Appraisal, Hydrology, Planning etc., for attending technical observations and to obtain approval of each Directorate etc., complete as directed by Engineer-in-Charge.: [361, 1431, 608, 1469]
- survey-number-line: [14, 887, 316, 892]
- knnl-cell-item: Detailed study of the Socio-economic impact and capacity building of habitation due to implementation of the project in the Bennihalla Basin, complete as per directions & guidelines of CWC and as directed by Engineer-in-Charge.: [361, 1241, 608, 1279]
- knnl-cell-slno: 5: [333, 1355, 361, 1402]
- notice-4-body-2: ವಾದಿಯವರು ಈ ದಾವೆಯನ್ನು ತಮ್ಮ ವಿರುದ್ಧ ಹೂಡಿದ್ದು, ಮುಂದಿನ ದಿನಾಂಕದಂದು ಖುದ್ದಾಗಿ ಅಥವಾ ವಕೀಲರ ಮೂಲಕ ಹಾಜರಾಗಲು ಸೂಚಿಸಲಾಗಿದೆ. ತಪ್ಪಿದಲ್ಲಿ ಏಕಪಕ್ಷೀಯವಾಗಿ ತೀರ್ಮಾನಿಸಲಾಗುವುದು.: [665, 411, 805, 435]
- readers-note-sign: -ಜಾಹೀರಾತು ವ್ಯವಸ್ಥಾಪಕರು: [211, 458, 273, 467]
- vjnl-office: ಕಾರ್ಯಪಾಲಕ ಇಂಜಿನಿಯರ್ ರವರ ಕಛೇರಿ, ವಿಜನಿನಿ, ಎತ್ತಿನಹೊಳೆ ಯೋಜನಾ ವಿಭಾಗ ನಂ.3, ಅರಸೀಕೆರೆ, ಹಾಸನ ಜಿಲ್ಲೆ.: [654, 1380, 956, 1407]
- motor-advocate: G. GOPALAKRISHNAN, Advocate Aruna Complex, Opp. Kaladanayam Police Station, Salem-637 504. Cell: 94432 09150, 98427 28565 E-mail: advggopal@gmail.com: [172, 243, 312, 283]
- notice-6-body-2: ವಾದಿಯವರು ಈ ದಾವೆಯನ್ನು ತಮ್ಮ ವಿರುದ್ಧ ಹೂಡಿದ್ದು, ಮುಂದಿನ ದಿನಾಂಕದಂದು ಖುದ್ದಾಗಿ ಅಥವಾ ವಕೀಲರ ಮೂಲಕ ಹಾಜರಾಗಲು ಸೂಚಿಸಲಾಗಿದೆ. ತಪ್ಪಿದಲ್ಲಿ ಏಕಪಕ್ಷೀಯವಾಗಿ ತೀರ್ಮಾನಿಸಲಾಗುವುದು.: [495, 613, 649, 637]
- notice-6-body-6: ವಾದಿಯವರು ಈ ದಾವೆಯನ್ನು ತಮ್ಮ ವಿರುದ್ಧ ಹೂಡಿದ್ದು, ಮುಂದಿನ ದಿನಾಂಕದಂದು ಖುದ್ದಾಗಿ ಅಥವಾ ವಕೀಲರ ಮೂಲಕ ಹಾಜರಾಗಲು ಸೂಚಿಸಲಾಗಿದೆ. ತಪ್ಪಿದಲ್ಲಿ ಏಕಪಕ್ಷೀಯವಾಗಿ ತೀರ್ಮಾನಿಸಲಾಗುವುದು.: [495, 705, 649, 729]
- knnl-cell-item: Calculation of Benefit Cost Ratio of the Project as per the CWC "Guidelines for Preparation of DPR for Flood management works": [361, 1279, 608, 1300]
- notice-1-title: ಮಾನ್ಯ ಹಿರಿಯ ಸಿವಿಲ್ ನ್ಯಾಯಾಧೀಶರ ಮತ್ತು ಜೆ.ಎಂ.ಎಫ್.ಸಿ ನ್ಯಾಯಾಲಯ: [14, 34, 152, 51]
- survey-number-line: [14, 803, 316, 808]
- kspcb-survey-block: [14, 768, 316, 1046]
- notice-3-sign: ಸಹಿ/- ಸಹಾಯಕ ಮುಖ್ಯ ಆಡಳಿತಾಧಿಕಾರಿ: [530, 265, 612, 274]
- notice-1-sign: ಸಹಿ/- ಸಹಾಯಕ ಮುಖ್ಯ ಆಡಳಿತಾಧಿಕಾರಿ: [42, 204, 124, 213]
- agri-phone: ದೂರವಾಣಿ ಸಂಖ್ಯೆ: 0836-2214384/231: [1022, 394, 1142, 403]
- court-notice-3: [488, 30, 654, 510]
- tumcos-address: ಚನ್ನಗಿರಿ-577213, ದಾವಣಗೆರೆ ಜಿಲ್ಲೆ, ದೂರವಾಣಿ ಸಂ: 08189-228113: [720, 777, 904, 786]
- survey-number-line: [14, 985, 316, 990]
- notice-6-title: ಮಾನ್ಯ ಸಿವಿಲ್ ನ್ಯಾಯಾಧೀಶರು: [538, 566, 606, 574]
- knnl-email: E-Mail:knnl.mrbcc4@gmail.com: [332, 1555, 456, 1564]
- knnl-cell-slno: 2: [333, 1241, 361, 1279]
- knnl-col-item: Item Name: [361, 1200, 608, 1212]
- mi-title: ಕಾರ್ಯಪಾಲಕ ಇಂಜಿನಿಯರ್, ಸಣ್ಣ ನೀರಾವರಿ ಮತ್ತು ಅಂತರ್ಜಲ ಅಭಿವೃದ್ಧಿ ವಿಭಾಗ ಕಛೇರಿ, ಕಾಶಿಪುರ ವೃತ್ತ, ಶಿವಮೊಗ್ಗ-577204: [660, 950, 950, 975]
- ksda-ref: ಸಂ: ಸಕೃನಿ/ಬೆಂಉತಾ/ಟೆಂಡರ್/2025-26: [976, 1047, 1075, 1055]
- ksda-body: ಸಹಾಯಕ ಕೃಷಿ ನಿರ್ದೇಶಕರು, ಬೆಂಗಳೂರು ಉತ್ತರ ತಾಲ್ಲೂಕು ಇವರ ವ್ಯಾಪ್ತಿಯಲ್ಲಿ ಬರುವ ರೈತ ಸಂಪರ್ಕ ಕೇಂದ್ರಗಳಿಗೆ ಸರಬರಾಜು ಮಾಡಲು ಅರ್ಹ ಸರಬರಾಜುದಾರರಿಂದ ದರಪಟ್ಟಿ ಆಹ್ವಾನಿಸಲಾಗಿದೆ. ದಿನಾಂಕ: 25.08.2025 ರವರೆಗೆ ರೂ.115/- ಗಳನ್ನು ಪಾವತಿಸಿ ಟೆಂಡರ್ ದಾಖಲೆ ಪಡೆಯಬಹುದು. ಟೆಂಡರ್ ಸಲ್ಲಿಸಲು ಕೊನೆಯ ದಿನಾಂಕ 26.08.2025 ರಂದು 3.30 ಗಂಟೆ.: [974, 1081, 1296, 1134]
- notice-4-title: ಗೌರವಾನ್ವಿತ ಅಪರ ಸಿವಿಲ್ ನ್ಯಾಯಾಧೀಶರು (ಹಿರಿಯ ವಿಭಾಗ): [666, 364, 804, 372]
- motor-body: The above named petitioners have filed the above petition seeking compensation against you for the death of Selvaraj in the motor accident occurred on 24.10.2024. The same is posted by this Honourable court on 12.09.2025 for your appearance. If you have any objection you may appear in person or through your counsel that day at 10:00 A.M. Otherwise, the above matter will be decided as ex-parte against you.: [167, 166, 317, 244]
- vjnl-sign: ಸಹಿ/- ಕಾರ್ಯಪಾಲಕ ಇಂಜಿನಿಯರ್, ವಿಜನಿನಿ, ಎತ್ತಿನಹೊಳೆ ಯೋಜನಾ ವಿಭಾಗ, ನಂ.3 ಅರಸೀಕೆರೆ: [696, 1568, 914, 1577]
- knnl-table-row: [333, 1401, 636, 1430]
- survey-number-line: [14, 831, 316, 836]
- tumcos-title: ತೋಟ ಉತ್ಪನ್ನಗಳ ಮಾರಾಟ ಸಹಕಾರ ಸಂಘ ನಿ., ಚನ್ನಗಿರಿ: [719, 765, 905, 776]
- notice-2-body-6: ವಾದಿಯವರು ಈ ದಾವೆಯನ್ನು ತಮ್ಮ ವಿರುದ್ಧ ಹೂಡಿದ್ದು, ಮುಂದಿನ ದಿನಾಂಕದಂದು ಖುದ್ದಾಗಿ ಅಥವಾ ವಕೀಲರ ಮೂಲಕ ಹಾಜರಾಗಲು ಸೂಚಿಸಲಾಗಿದೆ. ತಪ್ಪಿದಲ್ಲಿ ಏಕಪಕ್ಷೀಯವಾಗಿ ತೀರ್ಮಾನಿಸಲಾಗುವುದು.: [331, 173, 479, 197]
- ksda-banner: ಅಲ್ಪಾವಧಿ ಟೆಂಡರ್ ಪ್ರಕಟಣೆ: [974, 1061, 1296, 1076]
- notice-2-body-5: ವಾದಿಯವರು ಈ ದಾವೆಯನ್ನು ತಮ್ಮ ವಿರುದ್ಧ ಹೂಡಿದ್ದು, ಮುಂದಿನ ದಿನಾಂಕದಂದು ಖುದ್ದಾಗಿ ಅಥವಾ ವಕೀಲರ ಮೂಲಕ ಹಾಜರಾಗಲು ಸೂಚಿಸಲಾಗಿದೆ. ತಪ್ಪಿದಲ್ಲಿ ಏಕಪಕ್ಷೀಯವಾಗಿ ತೀರ್ಮಾನಿಸಲಾಗುವುದು.: [331, 150, 479, 174]
- ksda-date: ದಿನಾಂಕ: 13.08.2025: [1232, 1047, 1294, 1055]
- mi-date: ದಿನಾಂಕ: 13.08.2025: [894, 1000, 956, 1009]
- lead-callout: ವಿಜಯಪುರದಲ್ಲಿ ಸ್ವಾತಂತ್ರ್ಯ ದಿನಾಚರಣೆ: [749, 165, 884, 189]
- notice-3-body-8: ವಾದಿಯವರು ಈ ದಾವೆಯನ್ನು ತಮ್ಮ ವಿರುದ್ಧ ಹೂಡಿದ್ದು, ಮುಂದಿನ ದಿನಾಂಕದಂದು ಖುದ್ದಾಗಿ ಅಥವಾ ವಕೀಲರ ಮೂಲಕ ಹಾಜರಾಗಲು ಸೂಚಿಸಲಾಗಿದೆ. ತಪ್ಪಿದಲ್ಲಿ ಏಕಪಕ್ಷೀಯವಾಗಿ ತೀರ್ಮಾನಿಸಲಾಗುವುದು.: [493, 219, 649, 243]
- notice-5-body-4: ವಾದಿಯವರು ಈ ದಾವೆಯನ್ನು ತಮ್ಮ ವಿರುದ್ಧ ಹೂಡಿದ್ದು, ಮುಂದಿನ ದಿನಾಂಕದಂದು ಖುದ್ದಾಗಿ ಅಥವಾ ವಕೀಲರ ಮೂಲಕ ಹಾಜರಾಗಲು ಸೂಚಿಸಲಾಗಿದೆ. ತಪ್ಪಿದಲ್ಲಿ ಏಕಪಕ್ಷೀಯವಾಗಿ ತೀರ್ಮಾನಿಸಲಾಗುವುದು.: [819, 457, 959, 481]
- agri-address: ಕೃಷಿ ನಗರ ಧಾರವಾಡ-580005 ಮಿಂಚಂಚೆ: spo@uasd.in: [1022, 386, 1173, 395]
- survey-number-line: [14, 838, 316, 843]
- lead-para-2: ಬೆಳಗ್ಗೆ 7.30 ಗಂಟೆಗೆ ಪಟ್ಟಣದ ಚನ್ನಕೇಶವಸ್ವಾಮಿ ದೇವಾಲಯದ ಮುಂದಿನಿಂದ ಮೆರವಣಿಗೆ ಆರಂಭವಾಯಿತು. ಪುರಸಭೆ ಅಧ್ಯಕ್ಷರು, ವಿವಿಧ ಶಾಲೆಗಳ ವಿದ್ಯಾರ್ಥಿಗಳು ಪಾಲ್ಗೊಂಡಿದ್ದರು. 2024-25 ನೇ ಸಾಲಿನಲ್ಲಿ ಎಸ್ಎಸ್ಎಲ್ಸಿ ಪರೀಕ್ಷೆಯಲ್ಲಿ 625 ಕ್ಕೆ 625 ಅಂಕಗಳನ್ನು ಗಳಿಸಿದಂತಹ ವಿದ್ಯಾರ್ಥಿಗಳನ್ನು ಹಾಗೂ: [660, 111, 1164, 217]
- health-sign: ಸಹಿ/- ಜಿಲ್ಲಾ ಆರೋಗ್ಯ ಮತ್ತು ಕುಟುಂಬ ಕಲ್ಯಾಣಾಧಿಕಾರಿ: [1073, 1699, 1197, 1708]
- notice-2-body-10: ವಾದಿಯವರು ಈ ದಾವೆಯನ್ನು ತಮ್ಮ ವಿರುದ್ಧ ಹೂಡಿದ್ದು, ಮುಂದಿನ ದಿನಾಂಕದಂದು ಖುದ್ದಾಗಿ ಅಥವಾ ವಕೀಲರ ಮೂಲಕ ಹಾಜರಾಗಲು ಸೂಚಿಸಲಾಗಿದೆ. ತಪ್ಪಿದಲ್ಲಿ ಏಕಪಕ್ಷೀಯವಾಗಿ ತೀರ್ಮಾನಿಸಲಾಗುವುದು.: [331, 265, 479, 290]
- knnl-subtitle: (ಕರ್ನಾಟಕ ಸರ್ಕಾರದ ಉದ್ಯಮ): [435, 1027, 506, 1036]
- registration-marks-center: [450, 2006, 492, 2015]
- kspcb-ref: ಕರಾಮಾನಿಮಂ/ಕೇಂ.ಕ/ಪ.ಅ.ಅ/03/17ಬಿ ಪ್ರಮಾಣಪತ್ರ/ನೋಟೀಸ್/2025-26/1994: [16, 650, 220, 659]
- notice-5-body-6: ವಾದಿಯವರು ಈ ದಾವೆಯನ್ನು ತಮ್ಮ ವಿರುದ್ಧ ಹೂಡಿದ್ದು, ಮುಂದಿನ ದಿನಾಂಕದಂದು ಖುದ್ದಾಗಿ ಅಥವಾ ವಕೀಲರ ಮೂಲಕ ಹಾಜರಾಗಲು ಸೂಚಿಸಲಾಗಿದೆ. ತಪ್ಪಿದಲ್ಲಿ ಏಕಪಕ್ಷೀಯವಾಗಿ ತೀರ್ಮಾನಿಸಲಾಗುವುದು.: [819, 503, 959, 527]
- notice-2-summons: ಪತ್ರಿಕಾ ಸಮನ್ಸ್: [388, 119, 422, 128]
- paper-name: ಹೊಸದಿಗಂತ: [1226, 7, 1272, 21]
- kspcb-email: E-mail: ho@kspcb.gov.in, Website: https://kspcb.karnataka.gov.in: [14, 637, 251, 646]
- tumcos-work: SUPPLY AND INSTALLATION OF SOLAR ROOFTOP PROJECT FOR TUMCOS AT CHANNAGIRI: [666, 843, 934, 860]
- registration-marks-far-right: [1160, 2006, 1202, 2015]
- anekal-sign: By Order of the Court Sd/-Chief Ministerial Officer Senior Civil Judge & JMFC, Anekal: [343, 863, 481, 887]
- motor-court: IN THE COURT OF THE MOTOR VEHICLE ACCIDENT CLAIMS TRIBUNAL THE SPECIAL DISTRICT JUDGE, SALEM: [167, 34, 317, 59]
- tumcos-ref: ತೋ.ಉ.ಮಾ.ಸ.ಸಂ./ಟಿಎಂಸಿ/ಟೆಂ/2025-26: [668, 789, 776, 798]
- knnl-cell-item: Detailed Study of the Hydrology of the Bennihalla Basin, Design Flood Computations, Flood Frequency analysis as per CWC handbook "Flood Protection, Anti erosion and River Training Works" -2012 complete as per directions & guidelines of CWC and as directed by Engineer-in-Charge.: [361, 1355, 608, 1402]
- survey-number-line: [14, 978, 316, 983]
- notice-6-body-5: ವಾದಿಯವರು ಈ ದಾವೆಯನ್ನು ತಮ್ಮ ವಿರುದ್ಧ ಹೂಡಿದ್ದು, ಮುಂದಿನ ದಿನಾಂಕದಂದು ಖುದ್ದಾಗಿ ಅಥವಾ ವಕೀಲರ ಮೂಲಕ ಹಾಜರಾಗಲು ಸೂಚಿಸಲಾಗಿದೆ. ತಪ್ಪಿದಲ್ಲಿ ಏಕಪಕ್ಷೀಯವಾಗಿ ತೀರ್ಮಾನಿಸಲಾಗುವುದು.: [495, 682, 649, 706]
- notice-6-public: ಸಾರ್ವಜನಿಕ ಪ್ರಕಟಣೆ: [548, 582, 596, 591]
- notice-6-body-7: ವಾದಿಯವರು ಈ ದಾವೆಯನ್ನು ತಮ್ಮ ವಿರುದ್ಧ ಹೂಡಿದ್ದು, ಮುಂದಿನ ದಿನಾಂಕದಂದು ಖುದ್ದಾಗಿ ಅಥವಾ ವಕೀಲರ ಮೂಲಕ ಹಾಜರಾಗಲು ಸೂಚಿಸಲಾಗಿದೆ. ತಪ್ಪಿದಲ್ಲಿ ಏಕಪಕ್ಷೀಯವಾಗಿ ತೀರ್ಮಾನಿಸಲಾಗುವುದು.: [495, 728, 649, 752]
- notice-2-body-9: ವಾದಿಯವರು ಈ ದಾವೆಯನ್ನು ತಮ್ಮ ವಿರುದ್ಧ ಹೂಡಿದ್ದು, ಮುಂದಿನ ದಿನಾಂಕದಂದು ಖುದ್ದಾಗಿ ಅಥವಾ ವಕೀಲರ ಮೂಲಕ ಹಾಜರಾಗಲು ಸೂಚಿಸಲಾಗಿದೆ. ತಪ್ಪಿದಲ್ಲಿ ಏಕಪಕ್ಷೀಯವಾಗಿ ತೀರ್ಮಾನಿಸಲಾಗುವುದು.: [331, 242, 479, 267]
- knnl-phone: Phone No:08380-229248: [435, 1059, 533, 1068]
- survey-number-line: [14, 1020, 316, 1025]
- section-label: ಪ್ರಾದೇಶಿಕ: [680, 5, 720, 21]
- anekal-between: Between: Smt.Rajalakshmamma, D/o Late Dodda Sidappa, Aged about 73 years, R/at Dommasandra Village, Sarjapura Hobli, Anekal Taluk, Bangalore District. And another ...Plaintiffs: [331, 594, 481, 634]
- notice-2-title: ಮಾನ್ಯ ಹಿರಿಯ ಸಿವಿಲ್ ನ್ಯಾಯಾಲಯ: [364, 34, 446, 42]
- kspcb-item-5: 5. ಪರಿಸರ ಸಾರ್ವಜನಿಕ ಆಲಿಕೆಯ ಕಾರ್ಯಕಾರಿ ಸಾರಾಂಶ ಹಾಗೂ ವರದಿಯ ಪ್ರತಿಗಳನ್ನು ಕೆಳಕಂಡ ಕಚೇರಿಗಳಲ್ಲಿ ಪರಿಶೀಲನೆಗೆ ಲಭ್ಯವಿರುತ್ತವೆ.: [14, 1080, 316, 1100]
- knnl-title: ಕರ್ನಾಟಕ ನೀರಾವರಿ ನಿಗಮ ನಿಯಮಿತ: [380, 1008, 562, 1027]
- survey-number-line: [14, 852, 316, 857]
- kspcb-title: ಕರ್ನಾಟಕ ರಾಜ್ಯ ಮಾಲಿನ್ಯ ನಿಯಂತ್ರಣ ಮಂಡಳಿ: [62, 598, 238, 613]
- agri-contact: ದೂರವಾಣಿ ಸಂಖ್ಯೆ: 080-46010000: [974, 498, 1091, 509]
- readers-note-body: ಪತ್ರಿಕೆಯಲ್ಲಿ ಪ್ರಕಟವಾಗುವ ಜಾಹೀರಾತುಗಳು ವಿಶ್ವಾಸಾರ್ಹವಾದವು. ಆದರೆ ಅದರಲ್ಲಿ ಪ್ರತಿಪಾದಿಸಲಾದ ವಸ್ತು, ವಿಷಯ ವಿಚಾರಗಳು ಜಾಹೀರಾತುದಾರರ ಅಭಿಪ್ರಾಯ ಆಗಿರುತ್ತದೆಯೇ ಹೊರತು ಪತ್ರಿಕೆಯ ಅಭಿಪ್ರಾಯವಾಗಿರುವುದಿಲ್ಲ.: [172, 384, 312, 452]
- notice-2-body-7: ವಾದಿಯವರು ಈ ದಾವೆಯನ್ನು ತಮ್ಮ ವಿರುದ್ಧ ಹೂಡಿದ್ದು, ಮುಂದಿನ ದಿನಾಂಕದಂದು ಖುದ್ದಾಗಿ ಅಥವಾ ವಕೀಲರ ಮೂಲಕ ಹಾಜರಾಗಲು ಸೂಚಿಸಲಾಗಿದೆ. ತಪ್ಪಿದಲ್ಲಿ ಏಕಪಕ್ಷೀಯವಾಗಿ ತೀರ್ಮಾನಿಸಲಾಗುವುದು.: [331, 196, 479, 220]
- survey-number-line: [14, 999, 316, 1004]
- agri-body: ಕೃಷಿ ವಿಶ್ವವಿದ್ಯಾಲಯ, ಧಾರವಾಡ ಇದರ ವ್ಯಾಪ್ತಿಯಲ್ಲಿ ಅಗತ್ಯವಿರುವ ವಸ್ತುಗಳ ಖರೀದಿಗಾಗಿ ಅರ್ಹ ಬಿಡ್ಡುದಾರರಿಂದ ಇ-ಪ್ರೊಕ್ಯೂರ್‌ಮೆಂಟ್ ಮೂಲಕ ಟೆಂಡರ್ ಆಹ್ವಾನಿಸಲಾಗಿದೆ. ಟೆಂಡರ್ ದಾಖಲೆಗಳನ್ನು http://kppp.karnataka.gov.in ಮೂಲಕ ಪಡೆಯಬಹುದು. ಟೆಂಡರ್ ಸಲ್ಲಿಸಲು ಕೊನೆಯ ದಿನಾಂಕ 15.09.2025 ಸಂಜೆ 04.00 ಗಂಟೆಯವರೆಗೆ.: [974, 444, 1296, 495]
- notice-5-sign: ಸಹಿ/- ಸಹಾಯಕ ಮುಖ್ಯ ಆಡಳಿತಾಧಿಕಾರಿ: [848, 526, 930, 535]
- notice-2-sign: ಸಹಿ/- ಸಹಾಯಕ ಮುಖ್ಯ ಆಡಳಿತಾಧಿಕಾರಿ: [364, 311, 446, 320]
- knnl-note: Note: G.S.T shall be mentioned separately.: [332, 1530, 502, 1539]
- survey-number-line: [14, 915, 316, 920]
- kspcb-address: # 49, 'ಪರಿಸರ ಭವನ', 1 ರಿಂದ 5ನೇ ಅಂತಸ್ತು, ಚರ್ಚ್ ಸ್ಟ್ರೀಟ್, ಬೆಂಗಳೂರು-560001, ಕರ್ನಾಟಕ.: [62, 612, 277, 621]
